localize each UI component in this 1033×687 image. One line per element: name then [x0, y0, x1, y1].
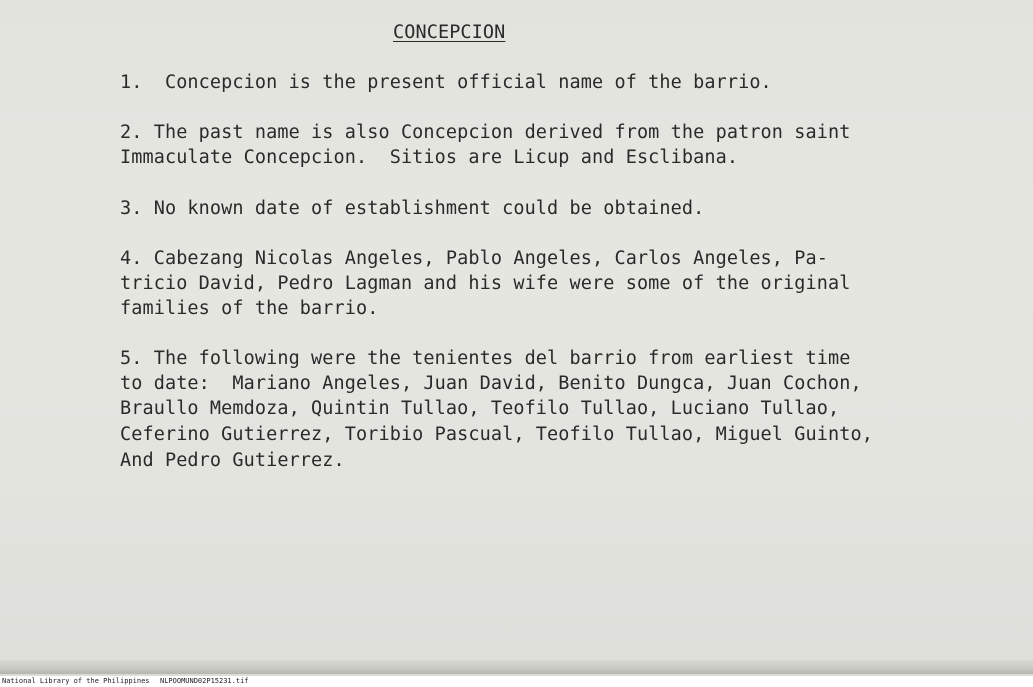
- item-4-line-1: 4. Cabezang Nicolas Angeles, Pablo Angeles, Carlos Angeles, Pa-: [120, 248, 828, 269]
- item-4-line-2: tricio David, Pedro Lagman and his wife were some of the original: [120, 273, 851, 294]
- item-5-line-1: 5. The following were the tenientes del barrio from earliest time: [120, 348, 851, 369]
- item-1-line-1: 1. Concepcion is the present official name of the barrio.: [120, 72, 772, 93]
- item-5-line-3: Braullo Memdoza, Quintin Tullao, Teofilo Tullao, Luciano Tullao,: [120, 398, 840, 419]
- footer-filename: NLPOOMUND02P15231.tif: [160, 677, 249, 685]
- item-5-line-4: Ceferino Gutierrez, Toribio Pascual, Teofilo Tullao, Miguel Guinto,: [120, 424, 873, 445]
- item-5-line-5: And Pedro Gutierrez.: [120, 450, 345, 471]
- item-3-line-1: 3. No known date of establishment could be obtained.: [120, 198, 705, 219]
- item-2-line-1: 2. The past name is also Concepcion derived from the patron saint: [120, 122, 851, 143]
- item-5-line-2: to date: Mariano Angeles, Juan David, Benito Dungca, Juan Cochon,: [120, 373, 862, 394]
- document-title: CONCEPCION: [393, 22, 506, 43]
- page-bottom-edge: [0, 660, 1033, 674]
- item-2-line-2: Immaculate Concepcion. Sitios are Licup and Esclibana.: [120, 147, 739, 168]
- footer-strip: [0, 676, 1033, 687]
- footer-source: National Library of the Philippines: [2, 677, 150, 685]
- item-4-line-3: families of the barrio.: [120, 298, 379, 319]
